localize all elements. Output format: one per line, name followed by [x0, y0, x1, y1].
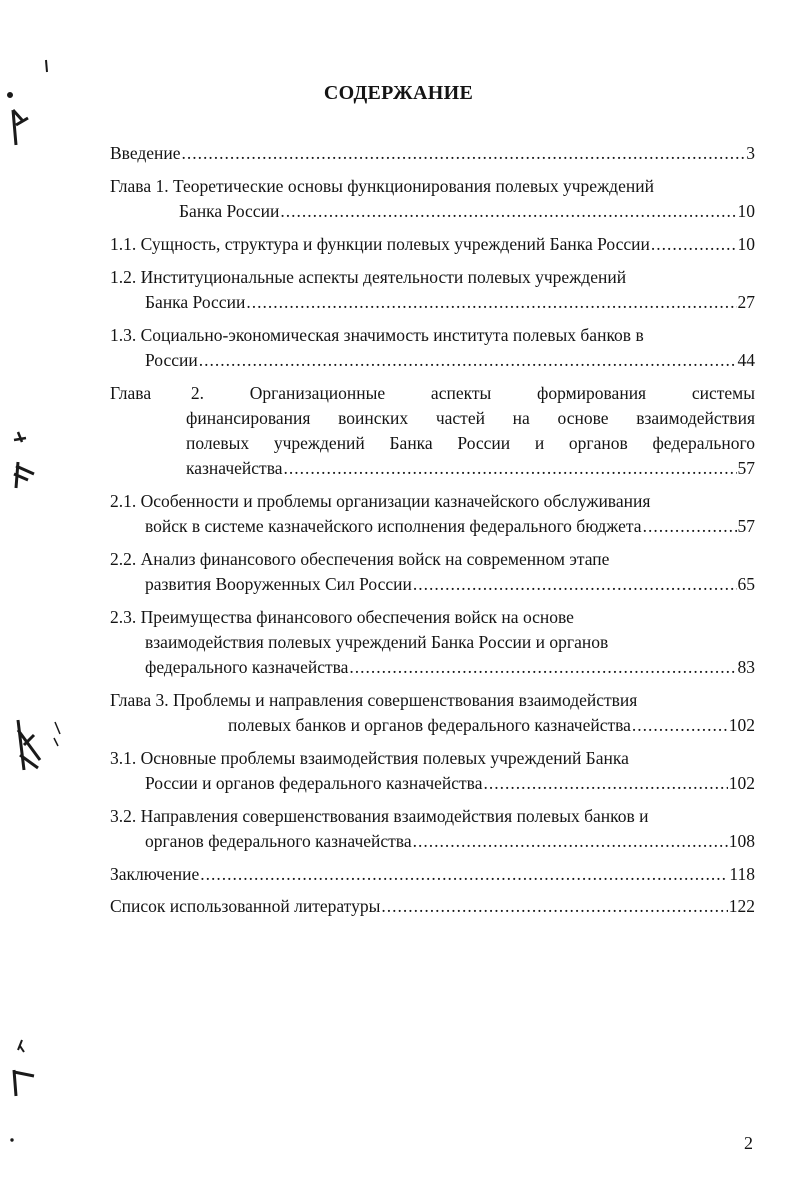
toc-entry-title-cont: развития Вооруженных Сил России — [145, 574, 412, 594]
toc-page-number: 65 — [737, 574, 755, 594]
toc-entry-section-1-3 — [110, 323, 755, 373]
toc-entry-title-cont: войск в системе казначейского исполнения федерального бюджета — [145, 516, 642, 536]
title-word: Глава — [110, 383, 152, 403]
toc-page-number: 108 — [728, 831, 755, 851]
toc-entry-title-cont: Банка России — [145, 292, 246, 312]
toc-entry-title-cont: финансирования воинских частей на основе взаимодействия — [186, 408, 755, 428]
toc-entry-section-2-2 — [110, 547, 755, 597]
title-word: аспекты — [430, 383, 492, 403]
leader-dots — [413, 572, 737, 597]
toc-entry-title: 1.2. Институциональные аспекты деятельности полевых учреждений — [110, 267, 627, 287]
toc-entry-title-cont: России — [145, 350, 198, 370]
toc-entry-title: 3.2. Направления совершенствования взаимодействия полевых банков и — [110, 806, 649, 826]
toc-entry-references — [110, 894, 755, 919]
leader-dots — [483, 771, 727, 796]
leader-dots — [280, 199, 736, 224]
leader-dots — [199, 348, 737, 373]
toc-entry-title-cont: полевых банков и органов федерального казначейства — [228, 715, 631, 735]
table-of-contents — [110, 141, 755, 927]
toc-entry-title: Глава 1. Теоретические основы функционирования полевых учреждений — [110, 176, 654, 196]
title-word: системы — [691, 383, 755, 403]
toc-entry-title-cont: федерального казначейства — [145, 657, 349, 677]
toc-entry-title-cont: полевых учреждений Банка России и органов федерального — [186, 433, 755, 453]
title-word: 2. — [190, 383, 204, 403]
toc-entry-section-1-1 — [110, 232, 755, 257]
toc-page-number: 3 — [746, 143, 755, 163]
leader-dots — [349, 655, 736, 680]
toc-entry-title: 1.3. Социально-экономическая значимость института полевых банков в — [110, 325, 644, 345]
toc-entry-title: 3.1. Основные проблемы взаимодействия полевых учреждений Банка — [110, 748, 629, 768]
toc-page-number: 10 — [737, 201, 755, 221]
toc-page-number: 57 — [737, 516, 755, 536]
toc-entry-section-3-1 — [110, 746, 755, 796]
toc-page-number: 118 — [729, 864, 755, 884]
title-word: формирования — [537, 383, 647, 403]
leader-dots — [381, 894, 727, 919]
toc-entry-title: Введение — [110, 143, 181, 163]
toc-entry-section-2-3 — [110, 605, 755, 680]
leader-dots — [200, 862, 728, 887]
leader-dots — [651, 232, 737, 257]
scan-artifacts — [0, 0, 80, 1190]
toc-entry-chapter-2 — [110, 381, 755, 481]
toc-page-number: 83 — [737, 657, 755, 677]
toc-page-number: 122 — [728, 896, 755, 916]
toc-entry-title-cont: казначейства — [186, 458, 283, 478]
leader-dots — [284, 456, 737, 481]
toc-entry-section-3-2 — [110, 804, 755, 854]
toc-entry-section-1-2 — [110, 265, 755, 315]
toc-entry-section-2-1 — [110, 489, 755, 539]
toc-entry-intro — [110, 141, 755, 166]
toc-entry-title: 2.1. Особенности и проблемы организации казначейского обслуживания — [110, 491, 651, 511]
leader-dots — [413, 829, 728, 854]
toc-entry-title: Список использованной литературы — [110, 896, 381, 916]
toc-page-number: 102 — [728, 773, 755, 793]
page-title: СОДЕРЖАНИЕ — [323, 82, 474, 104]
toc-entry-title: Заключение — [110, 864, 200, 884]
toc-entry-conclusion — [110, 862, 755, 887]
toc-page-number: 27 — [737, 292, 755, 312]
toc-page-number: 102 — [728, 715, 755, 735]
toc-entry-chapter-1 — [110, 174, 755, 224]
leader-dots — [632, 713, 728, 738]
toc-entry-chapter-3 — [110, 688, 755, 738]
toc-entry-title-cont: Банка России — [179, 201, 280, 221]
leader-dots — [182, 141, 746, 166]
toc-entry-title: 2.3. Преимущества финансового обеспечения войск на основе — [110, 607, 574, 627]
toc-entry-title: 2.2. Анализ финансового обеспечения войск на современном этапе — [110, 549, 610, 569]
leader-dots — [246, 290, 736, 315]
toc-entry-title: 1.1. Сущность, структура и функции полевых учреждений Банка России — [110, 234, 650, 254]
title-word: Организационные — [249, 383, 386, 403]
leader-dots — [643, 514, 737, 539]
toc-page-number: 10 — [737, 234, 755, 254]
toc-page-number: 57 — [737, 458, 755, 478]
page-number: 2 — [744, 1133, 753, 1153]
toc-entry-title-cont: органов федерального казначейства — [145, 831, 412, 851]
toc-page-number: 44 — [737, 350, 755, 370]
toc-entry-title — [110, 381, 755, 406]
toc-entry-title: Глава 3. Проблемы и направления совершенствования взаимодействия — [110, 690, 638, 710]
toc-entry-title-cont: России и органов федерального казначейства — [145, 773, 483, 793]
toc-entry-title-cont: взаимодействия полевых учреждений Банка России и органов — [145, 632, 609, 652]
